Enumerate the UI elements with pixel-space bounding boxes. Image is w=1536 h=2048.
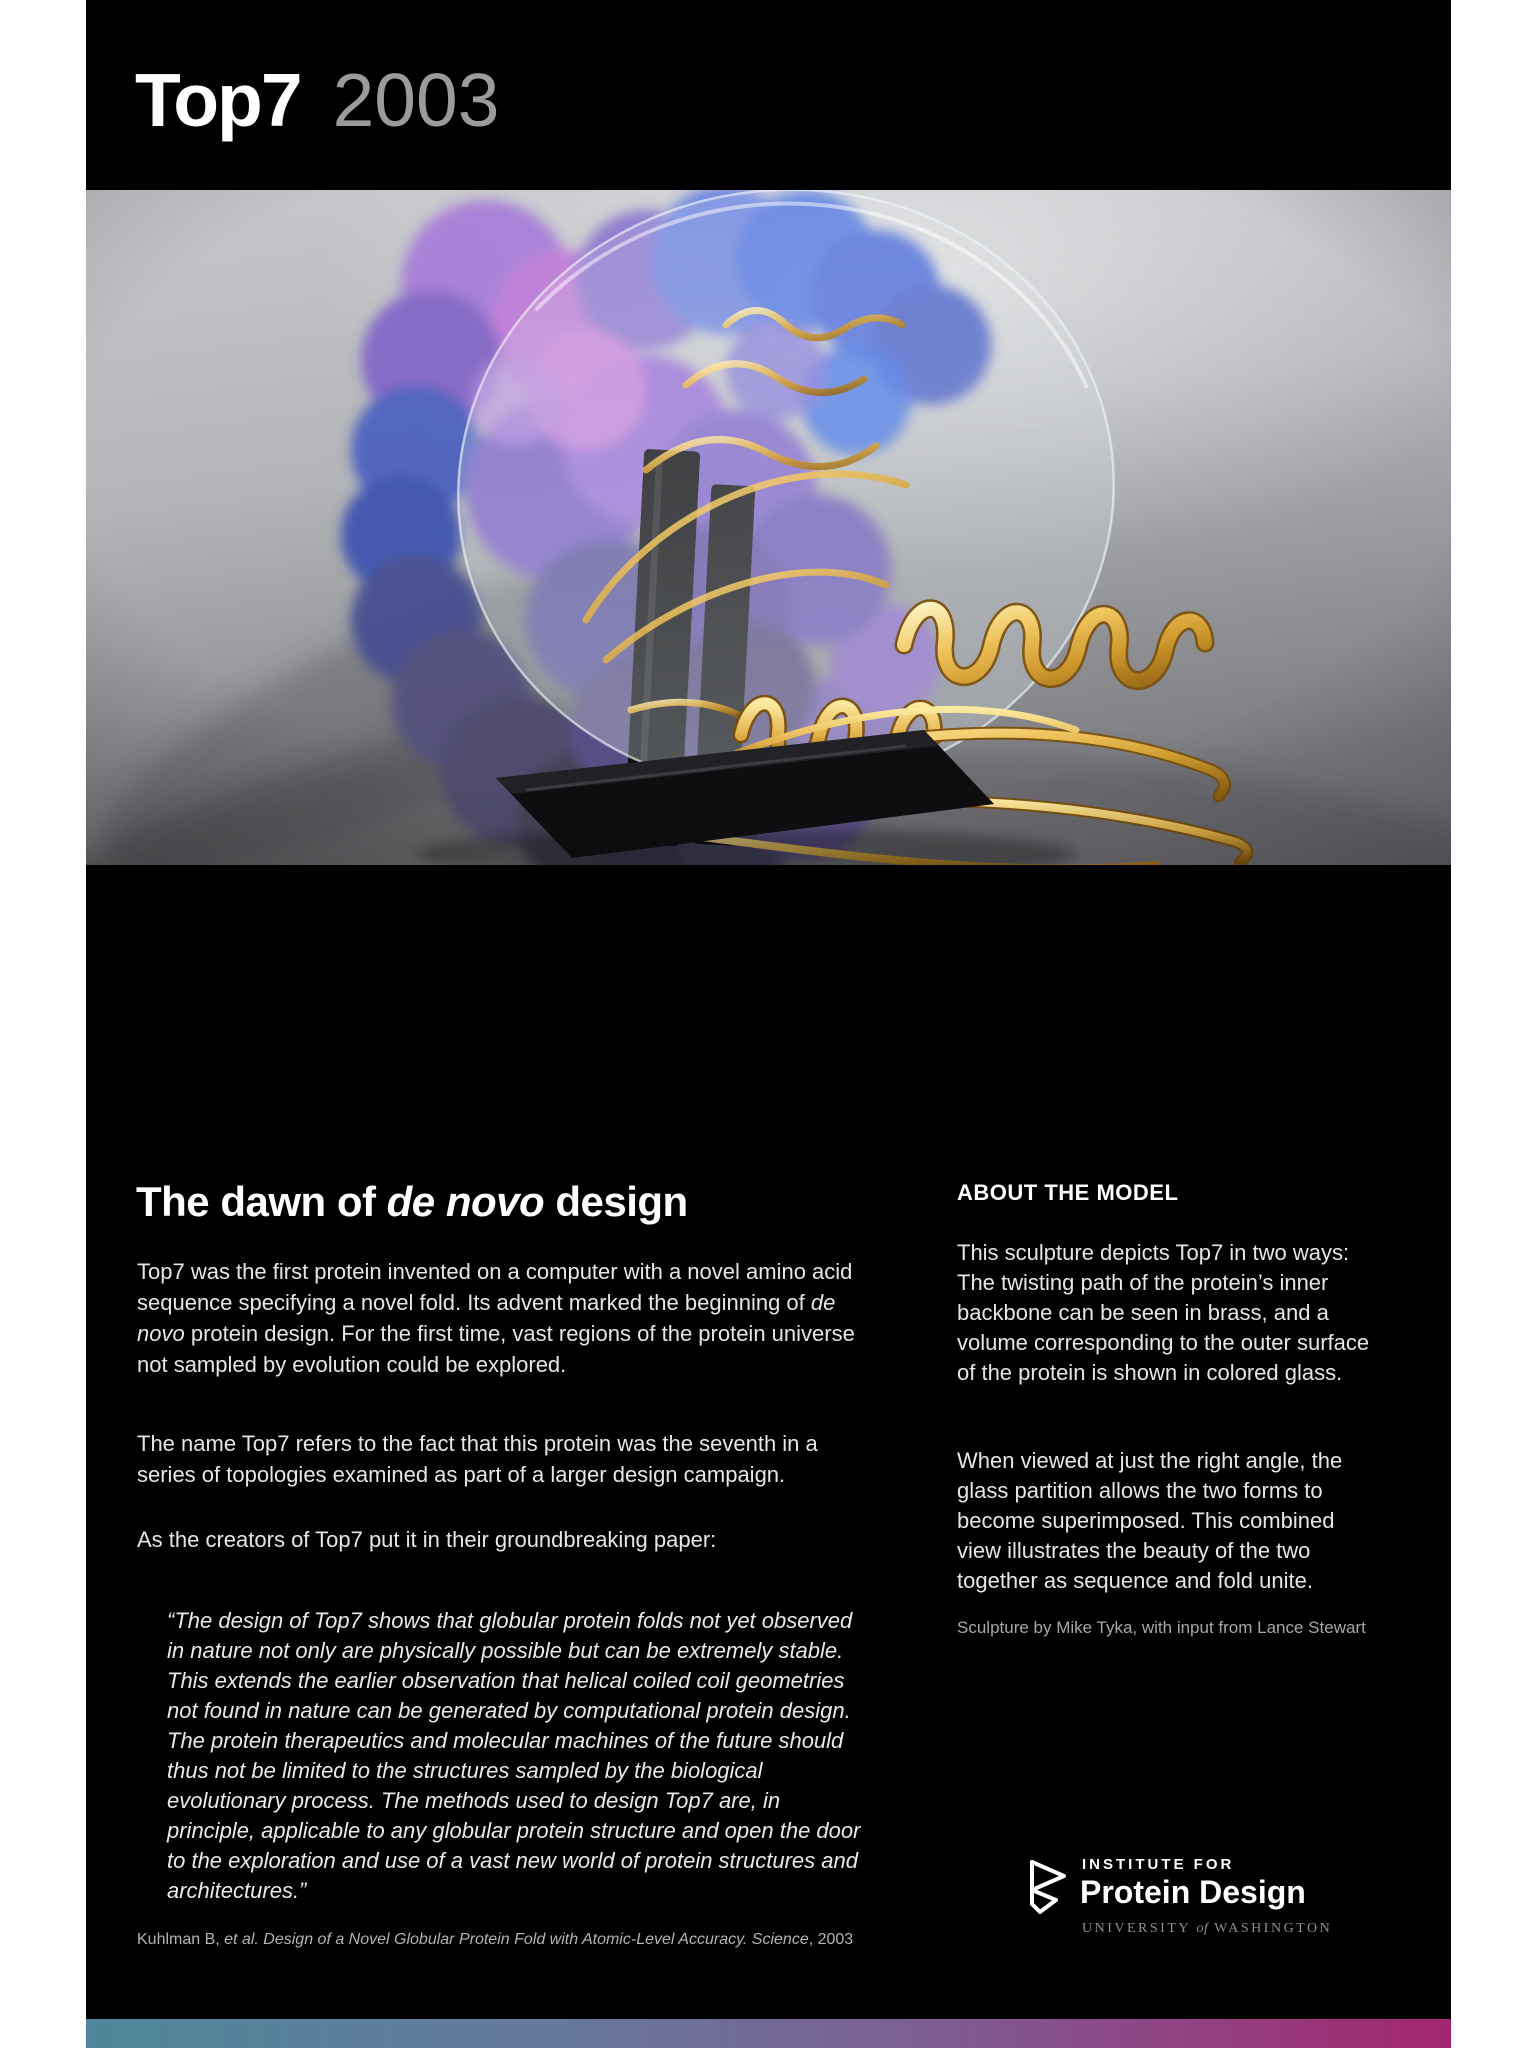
logo-protein-design: Protein Design — [1080, 1874, 1306, 1910]
citation-authors: Kuhlman B, — [137, 1931, 225, 1948]
sculpture-photo — [86, 190, 1451, 865]
logo-university — [1082, 1921, 1332, 1937]
paragraph-quote-lead: As the creators of Top7 put it in their groundbreaking paper: — [137, 1527, 717, 1552]
protein-design-logo-icon — [1026, 1856, 1070, 1916]
paragraph-name-origin: The name Top7 refers to the fact that this protein was the seventh in a series of topologies examined as part of a larger design campaign. — [137, 1431, 818, 1487]
sculpture-photo-image — [86, 190, 1451, 865]
heading-italic: de novo — [386, 1178, 545, 1225]
logo-university-text-end: WASHINGTON — [1208, 1921, 1333, 1936]
footer-gradient-bar — [86, 2019, 1451, 2048]
section-heading — [136, 1178, 688, 1226]
paragraph-intro — [137, 1256, 872, 1380]
paragraph-intro-italic: de novo — [137, 1290, 836, 1346]
about-paragraph-1: This sculpture depicts Top7 in two ways: The twisting path of the protein’s inner backbone can be seen in brass, and a volume corresponding to the outer surface of the protein is shown in colored glass. — [957, 1240, 1370, 1385]
poster — [86, 0, 1451, 2048]
paragraph-intro-text-end: protein design. For the first time, vast regions of the protein universe not sampled by evolution could be explored. — [137, 1321, 855, 1377]
sculpture-credit: Sculpture by Mike Tyka, with input from Lance Stewart — [957, 1618, 1366, 1637]
logo-institute-for: INSTITUTE FOR — [1082, 1856, 1235, 1873]
citation-year: , 2003 — [808, 1931, 854, 1948]
logo-university-text: UNIVERSITY — [1082, 1921, 1197, 1936]
heading-text: The dawn of — [136, 1178, 387, 1225]
logo-university-of: of — [1196, 1921, 1209, 1936]
citation — [137, 1931, 853, 1949]
header — [86, 0, 1451, 190]
poster-title: Top7 — [135, 58, 301, 142]
citation-title: et al. Design of a Novel Globular Protein Fold with Atomic-Level Accuracy. Science — [224, 1931, 809, 1948]
title-row — [135, 57, 499, 143]
poster-year: 2003 — [332, 58, 500, 142]
paragraph-intro-text: Top7 was the first protein invented on a computer with a novel amino acid sequence specifying a novel fold. Its advent marked the beginning of — [137, 1259, 853, 1315]
blockquote: “The design of Top7 shows that globular protein folds not yet observed in nature not only are physically possible but can be extremely stable. This extends the earlier observation that helical coiled coil geometries not found in nature can be generated by computational protein design. The protein therapeutics and molecular machines of the future should thus not be limited to the structures sampled by the biological evolutionary process. The methods used to design Top7 are, in principle, applicable to any globular protein structure and open the door to the exploration and use of a vast new world of protein structures and architectures.” — [167, 1608, 861, 1903]
photo-vignette — [86, 190, 1451, 865]
heading-text-end: design — [544, 1178, 688, 1225]
about-paragraph-2: When viewed at just the right angle, the glass partition allows the two forms to become superimposed. This combined view illustrates the beauty of the two together as sequence and fold unite. — [957, 1448, 1343, 1593]
about-heading: ABOUT THE MODEL — [957, 1180, 1179, 1205]
